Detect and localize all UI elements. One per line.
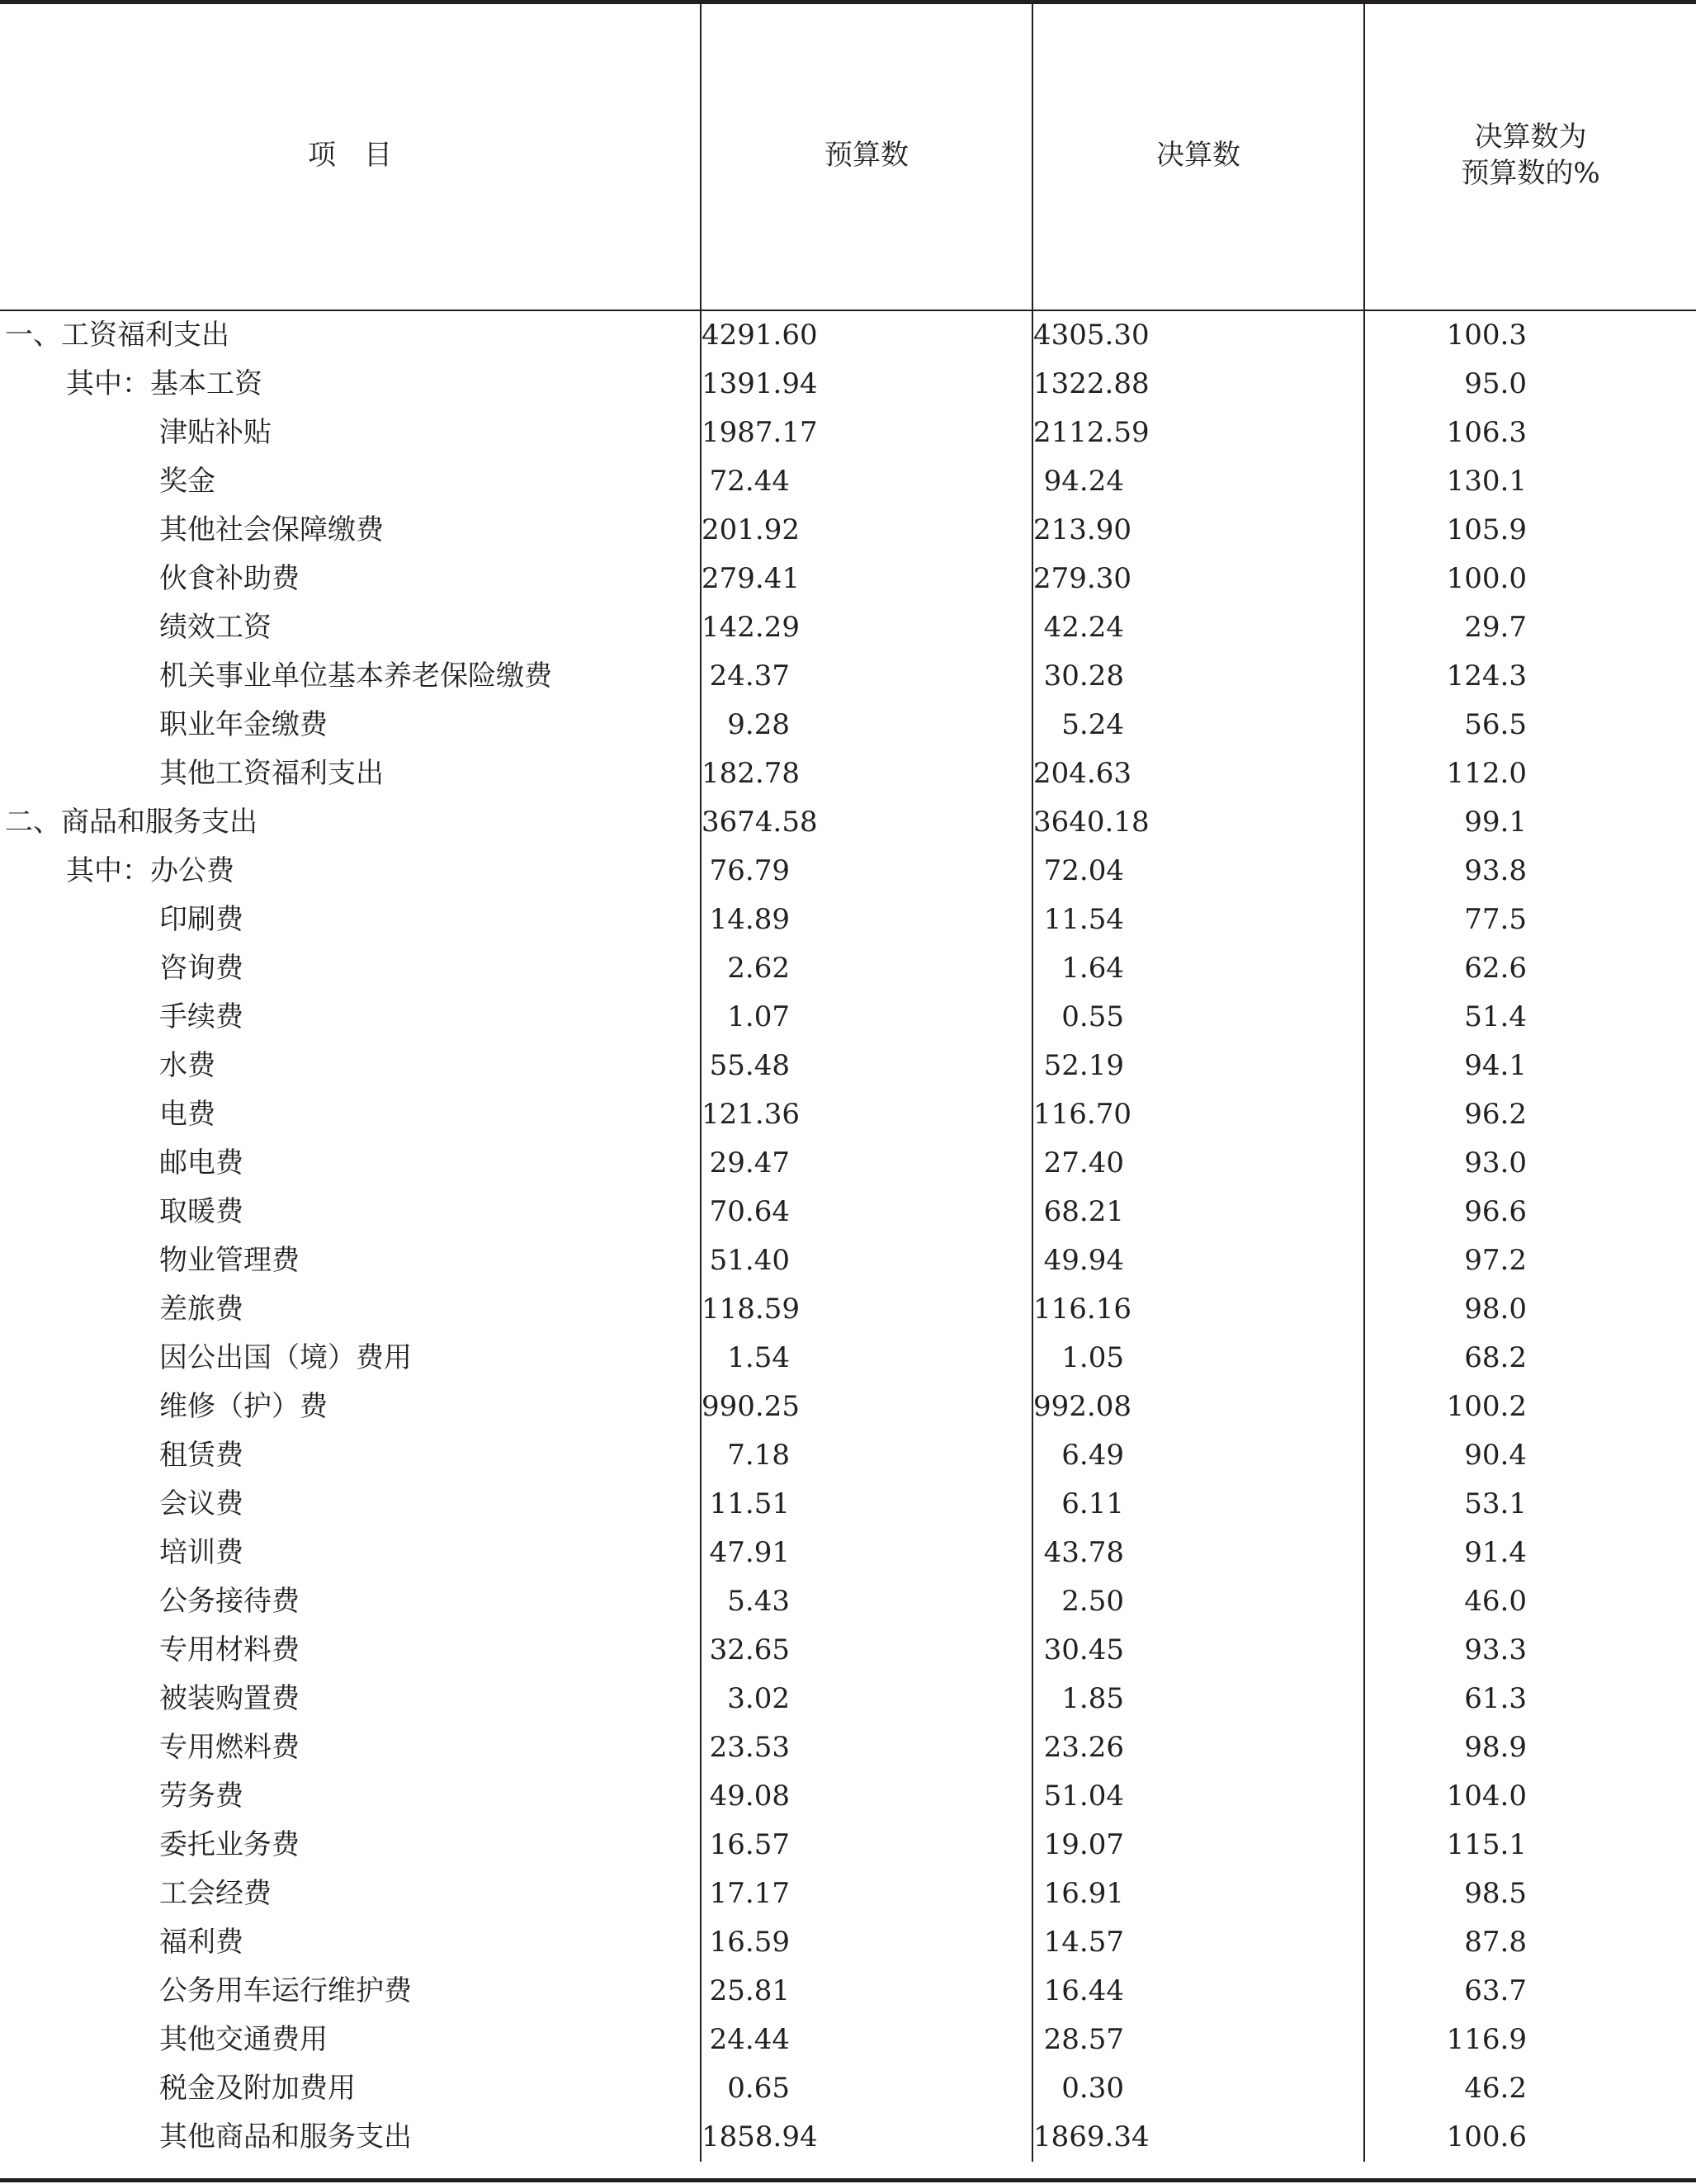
table-row (0, 1285, 1696, 1334)
row-budget-value: 279.41 (701, 555, 1032, 603)
row-budget-value: 2.62 (701, 944, 1032, 993)
row-ratio-value: 63.7 (1364, 1967, 1696, 2016)
row-final-value: 23.26 (1032, 1723, 1364, 1772)
row-ratio-value: 99.1 (1364, 798, 1696, 847)
row-budget-value: 47.91 (701, 1529, 1032, 1577)
row-item-label: 会议费 (159, 1487, 243, 1520)
row-final-value: 28.57 (1032, 2016, 1364, 2064)
row-item-label: 印刷费 (159, 903, 243, 936)
row-item-label: 培训费 (159, 1536, 243, 1569)
row-item-label: 机关事业单位基本养老保险缴费 (159, 659, 552, 693)
row-ratio-value: 90.4 (1364, 1431, 1696, 1480)
row-ratio-value: 96.2 (1364, 1090, 1696, 1139)
row-item-label: 专用材料费 (159, 1633, 300, 1666)
table-row (0, 2064, 1696, 2113)
row-ratio-value: 100.0 (1364, 555, 1696, 603)
table-row (0, 1918, 1696, 1967)
row-ratio-value: 130.1 (1364, 457, 1696, 506)
row-budget-value: 24.37 (701, 652, 1032, 701)
table-row (0, 1480, 1696, 1529)
table-row (0, 2113, 1696, 2162)
row-final-value: 0.55 (1032, 993, 1364, 1042)
row-ratio-value: 100.2 (1364, 1383, 1696, 1431)
row-ratio-value: 62.6 (1364, 944, 1696, 993)
row-budget-value: 1987.17 (701, 409, 1032, 457)
row-ratio-value: 106.3 (1364, 409, 1696, 457)
row-final-value: 52.19 (1032, 1042, 1364, 1090)
row-item-label: 绩效工资 (159, 611, 272, 644)
row-item-label: 其他工资福利支出 (159, 757, 384, 790)
row-item-label: 福利费 (159, 1926, 243, 1959)
header-ratio-line1: 决算数为 (1474, 120, 1587, 154)
row-ratio-value: 100.3 (1364, 310, 1696, 360)
row-ratio-value: 95.0 (1364, 360, 1696, 409)
row-budget-value: 11.51 (701, 1480, 1032, 1529)
row-item-label: 租赁费 (159, 1439, 243, 1472)
table-row (0, 1139, 1696, 1188)
row-final-value: 2112.59 (1032, 409, 1364, 457)
row-budget-value: 1858.94 (701, 2113, 1032, 2162)
row-final-value: 204.63 (1032, 749, 1364, 798)
row-final-value: 213.90 (1032, 506, 1364, 555)
table-row (0, 506, 1696, 555)
row-final-value: 3640.18 (1032, 798, 1364, 847)
row-final-value: 51.04 (1032, 1772, 1364, 1821)
header-budget: 预算数 (701, 0, 1032, 310)
table-row (0, 603, 1696, 652)
table-row (0, 847, 1696, 896)
row-final-value: 16.91 (1032, 1870, 1364, 1918)
row-ratio-value: 29.7 (1364, 603, 1696, 652)
row-item-label: 其中：基本工资 (66, 367, 262, 400)
table-row (0, 1042, 1696, 1090)
row-budget-value: 201.92 (701, 506, 1032, 555)
row-final-value: 30.28 (1032, 652, 1364, 701)
row-item-label: 邮电费 (159, 1146, 243, 1179)
row-budget-value: 32.65 (701, 1626, 1032, 1675)
table-row (0, 1821, 1696, 1870)
row-final-value: 68.21 (1032, 1188, 1364, 1236)
row-budget-value: 118.59 (701, 1285, 1032, 1334)
row-budget-value: 7.18 (701, 1431, 1032, 1480)
table-row (0, 1383, 1696, 1431)
table-row (0, 409, 1696, 457)
row-final-value: 5.24 (1032, 701, 1364, 749)
row-item-label: 公务用车运行维护费 (159, 1974, 412, 2007)
row-ratio-value: 53.1 (1364, 1480, 1696, 1529)
row-budget-value: 51.40 (701, 1236, 1032, 1285)
row-item-label: 公务接待费 (159, 1585, 300, 1618)
row-budget-value: 70.64 (701, 1188, 1032, 1236)
row-item-label: 被装购置费 (159, 1682, 300, 1715)
row-final-value: 2.50 (1032, 1577, 1364, 1626)
row-item-label: 一、工资福利支出 (5, 319, 229, 352)
row-ratio-value: 96.6 (1364, 1188, 1696, 1236)
row-final-value: 1.05 (1032, 1334, 1364, 1383)
row-ratio-value: 105.9 (1364, 506, 1696, 555)
row-item-label: 职业年金缴费 (159, 708, 328, 741)
row-final-value: 16.44 (1032, 1967, 1364, 2016)
row-final-value: 0.30 (1032, 2064, 1364, 2113)
table-row (0, 1675, 1696, 1723)
table-row (0, 749, 1696, 798)
row-budget-value: 4291.60 (701, 310, 1032, 360)
row-budget-value: 49.08 (701, 1772, 1032, 1821)
row-item-label: 维修（护）费 (159, 1390, 328, 1423)
table-row (0, 1967, 1696, 2016)
table-row (0, 1577, 1696, 1626)
row-budget-value: 1391.94 (701, 360, 1032, 409)
table-row (0, 896, 1696, 944)
row-ratio-value: 46.0 (1364, 1577, 1696, 1626)
bottom-rule (0, 2178, 1696, 2182)
row-budget-value: 55.48 (701, 1042, 1032, 1090)
row-item-label: 专用燃料费 (159, 1731, 300, 1764)
row-item-label: 物业管理费 (159, 1244, 300, 1277)
table-row (0, 1529, 1696, 1577)
row-final-value: 992.08 (1032, 1383, 1364, 1431)
row-ratio-value: 98.5 (1364, 1870, 1696, 1918)
row-final-value: 27.40 (1032, 1139, 1364, 1188)
row-budget-value: 14.89 (701, 896, 1032, 944)
row-item-label: 其他交通费用 (159, 2023, 328, 2056)
row-item-label: 咨询费 (159, 952, 243, 985)
row-item-label: 水费 (159, 1049, 215, 1082)
row-ratio-value: 97.2 (1364, 1236, 1696, 1285)
row-ratio-value: 104.0 (1364, 1772, 1696, 1821)
row-ratio-value: 116.9 (1364, 2016, 1696, 2064)
table-row (0, 1772, 1696, 1821)
row-item-label: 电费 (159, 1098, 215, 1131)
row-item-label: 其中：办公费 (66, 854, 234, 887)
row-final-value: 30.45 (1032, 1626, 1364, 1675)
row-item-label: 差旅费 (159, 1293, 243, 1326)
row-budget-value: 121.36 (701, 1090, 1032, 1139)
row-item-label: 委托业务费 (159, 1828, 300, 1861)
table-row (0, 457, 1696, 506)
row-budget-value: 1.54 (701, 1334, 1032, 1383)
row-ratio-value: 115.1 (1364, 1821, 1696, 1870)
row-item-label: 劳务费 (159, 1780, 243, 1813)
row-final-value: 116.70 (1032, 1090, 1364, 1139)
row-final-value: 116.16 (1032, 1285, 1364, 1334)
row-budget-value: 5.43 (701, 1577, 1032, 1626)
row-ratio-value: 56.5 (1364, 701, 1696, 749)
table-row (0, 1626, 1696, 1675)
row-final-value: 14.57 (1032, 1918, 1364, 1967)
row-final-value: 11.54 (1032, 896, 1364, 944)
row-final-value: 1869.34 (1032, 2113, 1364, 2162)
row-budget-value: 182.78 (701, 749, 1032, 798)
row-item-label: 其他商品和服务支出 (159, 2120, 412, 2153)
row-final-value: 6.11 (1032, 1480, 1364, 1529)
row-ratio-value: 98.0 (1364, 1285, 1696, 1334)
row-final-value: 72.04 (1032, 847, 1364, 896)
row-item-label: 津贴补贴 (159, 416, 272, 449)
table-row (0, 944, 1696, 993)
row-budget-value: 29.47 (701, 1139, 1032, 1188)
row-item-label: 因公出国（境）费用 (159, 1341, 412, 1374)
table-row (0, 1090, 1696, 1139)
row-ratio-value: 46.2 (1364, 2064, 1696, 2113)
row-ratio-value: 100.6 (1364, 2113, 1696, 2162)
row-final-value: 94.24 (1032, 457, 1364, 506)
row-ratio-value: 124.3 (1364, 652, 1696, 701)
row-item-label: 工会经费 (159, 1877, 272, 1910)
row-ratio-value: 51.4 (1364, 993, 1696, 1042)
row-final-value: 19.07 (1032, 1821, 1364, 1870)
table-row (0, 652, 1696, 701)
table-row (0, 360, 1696, 409)
table-row (0, 2016, 1696, 2064)
header-item: 项 目 (0, 0, 701, 310)
row-item-label: 手续费 (159, 1000, 243, 1033)
row-final-value: 6.49 (1032, 1431, 1364, 1480)
table-row (0, 1236, 1696, 1285)
row-ratio-value: 112.0 (1364, 749, 1696, 798)
row-budget-value: 3.02 (701, 1675, 1032, 1723)
row-ratio-value: 68.2 (1364, 1334, 1696, 1383)
table-body (0, 310, 1696, 2162)
row-ratio-value: 98.9 (1364, 1723, 1696, 1772)
row-budget-value: 1.07 (701, 993, 1032, 1042)
row-budget-value: 25.81 (701, 1967, 1032, 2016)
row-ratio-value: 91.4 (1364, 1529, 1696, 1577)
row-item-label: 其他社会保障缴费 (159, 513, 384, 546)
row-budget-value: 16.59 (701, 1918, 1032, 1967)
row-item-label: 取暖费 (159, 1195, 243, 1228)
row-ratio-value: 87.8 (1364, 1918, 1696, 1967)
table-row (0, 1431, 1696, 1480)
table-row (0, 798, 1696, 847)
row-budget-value: 76.79 (701, 847, 1032, 896)
row-item-label: 税金及附加费用 (159, 2072, 356, 2105)
row-ratio-value: 77.5 (1364, 896, 1696, 944)
row-final-value: 49.94 (1032, 1236, 1364, 1285)
table-row (0, 993, 1696, 1042)
row-ratio-value: 93.0 (1364, 1139, 1696, 1188)
row-ratio-value: 94.1 (1364, 1042, 1696, 1090)
row-budget-value: 9.28 (701, 701, 1032, 749)
row-budget-value: 17.17 (701, 1870, 1032, 1918)
row-final-value: 42.24 (1032, 603, 1364, 652)
row-budget-value: 0.65 (701, 2064, 1032, 2113)
header-final: 决算数 (1032, 0, 1364, 310)
row-final-value: 1322.88 (1032, 360, 1364, 409)
row-item-label: 奖金 (159, 465, 215, 498)
table-row (0, 555, 1696, 603)
row-budget-value: 23.53 (701, 1723, 1032, 1772)
row-final-value: 279.30 (1032, 555, 1364, 603)
row-budget-value: 24.44 (701, 2016, 1032, 2064)
header-ratio (1364, 0, 1696, 310)
table-header (0, 0, 1696, 310)
row-ratio-value: 93.8 (1364, 847, 1696, 896)
row-budget-value: 990.25 (701, 1383, 1032, 1431)
table-row (0, 1334, 1696, 1383)
header-ratio-line2: 预算数的% (1461, 156, 1600, 190)
table-row (0, 1723, 1696, 1772)
row-budget-value: 3674.58 (701, 798, 1032, 847)
row-final-value: 43.78 (1032, 1529, 1364, 1577)
table-row (0, 1188, 1696, 1236)
row-item-label: 二、商品和服务支出 (5, 806, 257, 839)
row-ratio-value: 61.3 (1364, 1675, 1696, 1723)
row-final-value: 1.85 (1032, 1675, 1364, 1723)
table-row (0, 310, 1696, 360)
row-item-label: 伙食补助费 (159, 562, 300, 595)
row-ratio-value: 93.3 (1364, 1626, 1696, 1675)
table-row (0, 701, 1696, 749)
row-budget-value: 16.57 (701, 1821, 1032, 1870)
row-final-value: 4305.30 (1032, 310, 1364, 360)
row-budget-value: 142.29 (701, 603, 1032, 652)
row-budget-value: 72.44 (701, 457, 1032, 506)
table-row (0, 1870, 1696, 1918)
row-final-value: 1.64 (1032, 944, 1364, 993)
